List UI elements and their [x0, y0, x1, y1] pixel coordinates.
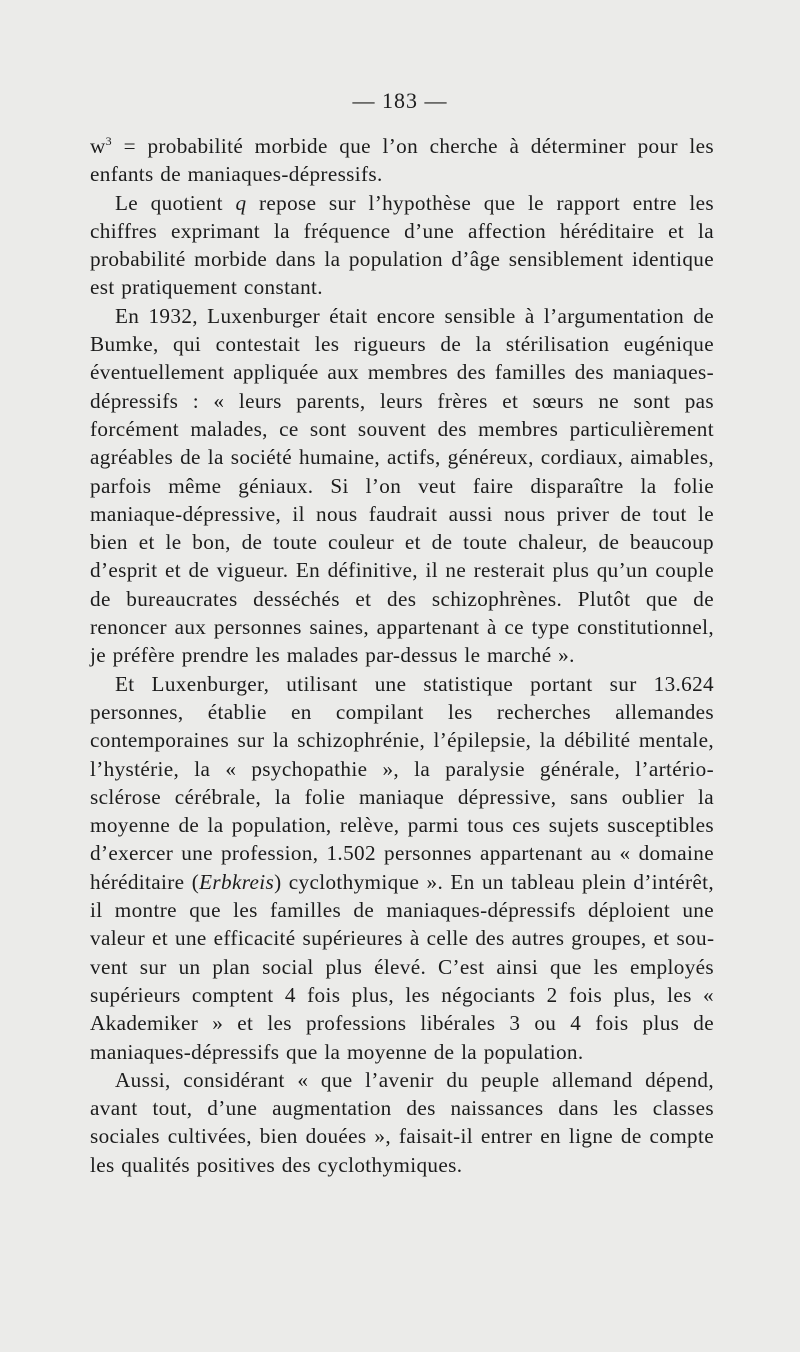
- paragraph-quotient: [90, 189, 714, 302]
- erbkreis-term: Erbkreis: [199, 869, 275, 894]
- body-text: [90, 132, 714, 1179]
- quotient-variable: q: [235, 190, 247, 215]
- paragraph-formula-definition: [90, 132, 714, 189]
- paragraph-bumke-quote: En 1932, Luxenburger était encore sensible à l’argumentation de Bumke, qui contestait les rigueurs de la stérilisation eugénique éventuellement appliquée aux membres des familles des maniaques-dépressifs : « leurs parents, leurs frères et sœurs ne sont pas forcément malades, ce sont souvent des membres particulièrement agréables de la société humaine, actifs, généreux, cordiaux, aimables, parfois même géniaux. Si l’on veut faire disparaître la folie maniaque-dépressive, il nous faudrait aussi nous priver de tout le bien et le bon, de toute couleur et de toute chaleur, de beaucoup d’esprit et de vigueur. En définitive, il ne resterait plus qu’un couple de bureaucrates desséchés et des schizophrènes. Plutôt que de renoncer aux personnes saines, appartenant à ce type constitutionnel, je préfère prendre les malades par-dessus le marché ».: [90, 303, 714, 668]
- formula-superscript: 3: [105, 134, 113, 148]
- paragraph-conclusion: Aussi, considérant « que l’avenir du peuple allemand dépend, avant tout, d’une augmentation des naissances dans les classes sociales cultivées, bien douées », faisait-il entrer en ligne de compte les qualités positives des cyclothymiques.: [90, 1067, 714, 1177]
- paragraph-quotient-text-b: repose sur l’hypothèse que le rapport entre les chiffres exprimant la fréquence d’une affection héréditaire et la probabilité morbide dans la population d’âge sensiblement identique est pratiquement constant.: [90, 190, 714, 300]
- paragraph-statistics-text-a: Et Luxenburger, utilisant une statistique portant sur 13.624 personnes, établie en compilant les recherches allemandes contemporaines sur la schizophrénie, l’épilepsie, la débilité mentale, l’hystérie, la « psychopathie », la paralysie générale, l’artério-sclérose cérébrale, la folie maniaque dépressive, sans oublier la moyenne de la population, relève, parmi tous ces sujets susceptibles d’exercer une profession, 1.502 personnes appartenant au « domaine héréditaire (: [90, 671, 714, 894]
- paragraph-statistics: [90, 670, 714, 1066]
- page-number: — 183 —: [352, 88, 448, 113]
- formula-variable: w: [90, 134, 106, 158]
- paragraph-statistics-text-b: ) cyclothymique ». En un tableau plein d’intérêt, il montre que les familles de maniaques-dépressifs déploient une valeur et une efficacité supérieures à celle des autres groupes, et souvent sur un plan social plus élevé. C’est ainsi que les employés supérieurs comptent 4 fois plus, les négociants 2 fois plus, les « Akademiker » et les professions libérales 3 ou 4 fois plus de maniaques-dépressifs que la moyenne de la population.: [90, 869, 714, 1064]
- paragraph-quotient-text-a: Le quotient: [115, 190, 236, 215]
- formula-definition-text: = probabilité morbide que l’on cherche à déterminer pour les enfants de maniaques-dépressifs.: [90, 134, 714, 187]
